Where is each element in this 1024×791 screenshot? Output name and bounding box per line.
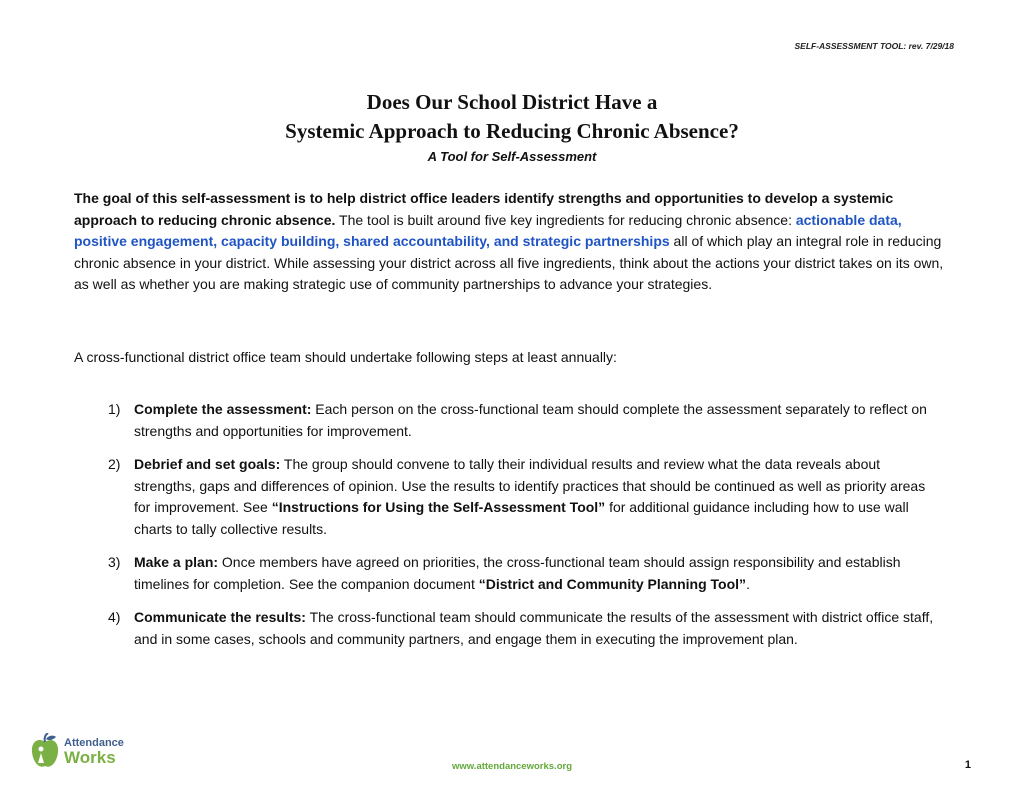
intro-bold-lead: The goal of this self-assessment is to help district office leaders identify strengths and opportunities to develop a systemic approach to reducing chronic absence.: [74, 190, 894, 228]
intro-text-2: all of which play an integral role in reducing chronic absence in your district. While assessing your district across all five ingredients, think about the actions your district takes on its own, as well as whether you are making strategic use of community partnerships to advance your strategies.: [74, 233, 944, 292]
step-item: [74, 607, 944, 650]
intro-text-1: The tool is built around five key ingredients for reducing chronic absence:: [335, 211, 796, 228]
step-number: 3): [108, 554, 121, 570]
step-reference: “Instructions for Using the Self-Assessment Tool”: [271, 499, 606, 515]
step-number: 4): [108, 609, 121, 625]
steps-intro: A cross-functional district office team should undertake following steps at least annually:: [74, 349, 617, 365]
step-text-after: .: [746, 575, 750, 592]
step-text: The group should convene to tally their individual results and review what the data reveals about strengths, gaps and differences of opinion. Use the results to identify practices that should be continued as well as priority areas for improvement. See: [134, 456, 926, 515]
intro-ingredients: actionable data, positive engagement, capacity building, shared accountability, and strategic partnerships: [74, 211, 902, 249]
steps-list: [74, 399, 944, 662]
intro-paragraph: [74, 188, 954, 296]
step-text: Once members have agreed on priorities, the cross-functional team should assign responsibility and establish timelines for completion. See the companion document: [134, 554, 901, 592]
step-number: 2): [108, 456, 121, 472]
page-number: 1: [964, 759, 971, 771]
step-text: Each person on the cross-functional team should complete the assessment separately to reflect on strengths and opportunities for improvement.: [134, 401, 927, 439]
step-heading: Complete the assessment:: [134, 401, 312, 417]
step-item: [74, 454, 944, 540]
logo-text-works: Works: [64, 748, 116, 767]
step-heading: Debrief and set goals:: [134, 456, 281, 472]
step-number: 1): [108, 401, 121, 417]
step-text-after: for additional guidance including how to use wall charts to tally collective results.: [134, 499, 909, 537]
revision-label: SELF-ASSESSMENT TOOL: rev. 7/29/18: [794, 41, 954, 51]
step-item: [74, 399, 944, 442]
title-line-2: Systemic Approach to Reducing Chronic Absence?: [285, 119, 739, 143]
step-reference: “District and Community Planning Tool”: [478, 575, 747, 592]
step-heading: Make a plan:: [134, 554, 219, 570]
step-text: The cross-functional team should communicate the results of the assessment with district office staff, and in some cases, schools and community partners, and engage them in executing the improvement plan.: [134, 609, 934, 647]
title-line-1: Does Our School District Have a: [366, 90, 658, 114]
footer-url[interactable]: www.attendanceworks.org: [451, 761, 572, 772]
logo-text-attendance: Attendance: [64, 737, 124, 749]
document-title: [0, 88, 1024, 146]
document-subtitle: A Tool for Self-Assessment: [427, 149, 597, 164]
step-item: [74, 552, 944, 595]
step-heading: Communicate the results:: [134, 609, 306, 625]
